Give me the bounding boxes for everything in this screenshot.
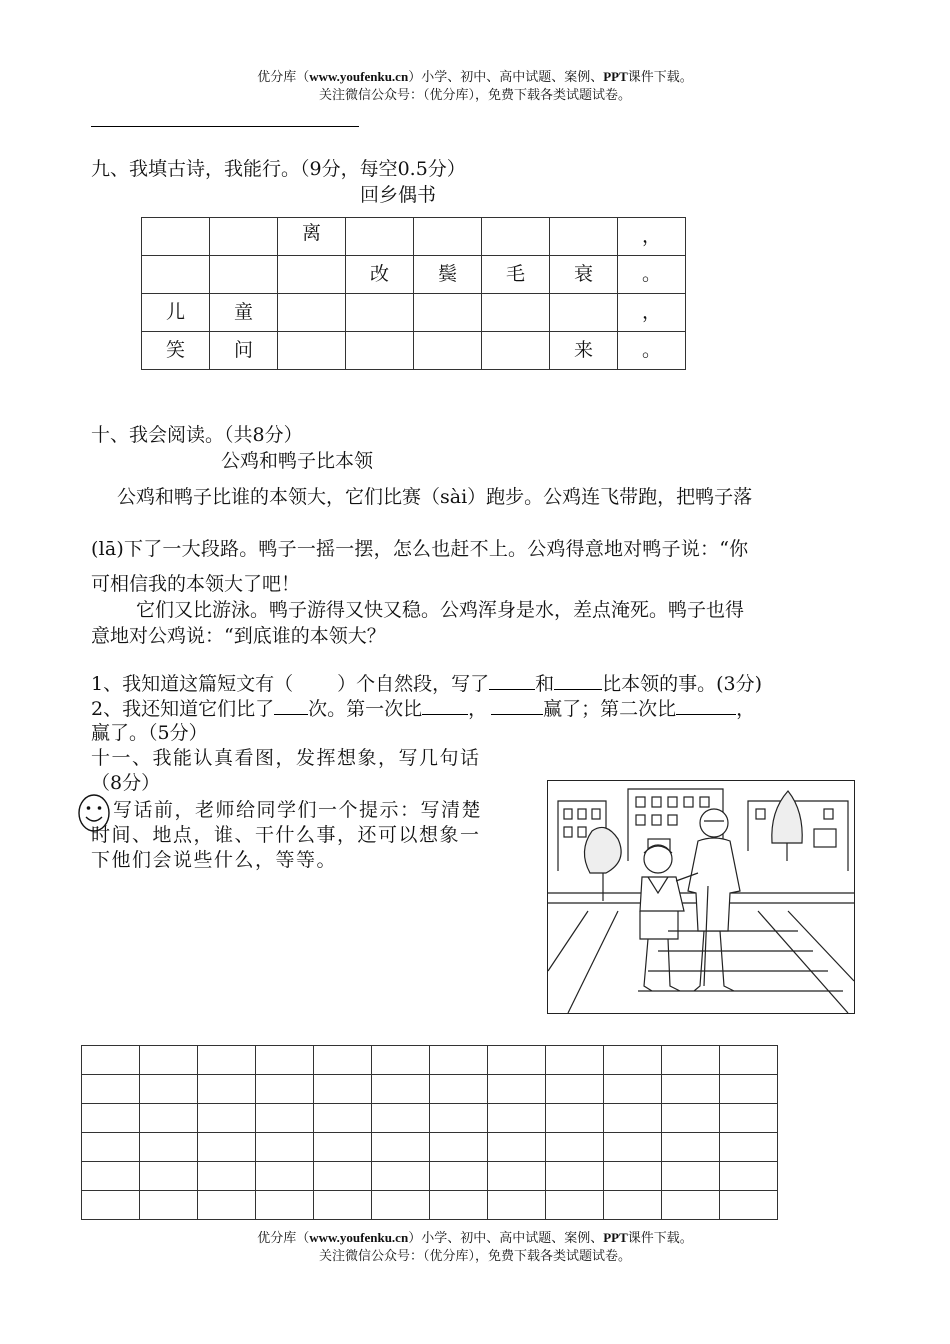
writing-grid-cell[interactable] [662,1075,720,1104]
poem-cell[interactable] [482,294,550,332]
section-10-heading: 十、我会阅读。（共8分） [91,424,303,446]
poem-cell[interactable] [550,294,618,332]
header-text: 优分库（ [257,69,310,84]
question-text: 赢了；第二次比 [543,698,677,720]
writing-grid-cell[interactable] [198,1191,256,1220]
writing-grid-cell[interactable] [720,1191,778,1220]
poem-cell[interactable] [278,294,346,332]
question-text: 次。第一次比 [308,698,423,720]
question-text: 2、我还知道它们比了 [91,698,275,720]
writing-grid-cell[interactable] [546,1162,604,1191]
writing-grid-cell[interactable] [546,1104,604,1133]
poem-cell[interactable] [550,218,618,256]
writing-grid-cell[interactable] [604,1104,662,1133]
writing-grid-cell[interactable] [314,1162,372,1191]
story-title: 公鸡和鸭子比本领 [221,450,374,472]
header-url: www.youfenku.cn [309,69,409,84]
writing-grid-cell[interactable] [546,1133,604,1162]
writing-grid-row [82,1104,778,1133]
story-para-1-line-3: 可相信我的本领大了吧！ [91,573,301,595]
writing-grid-cell[interactable] [256,1046,314,1075]
header-rule [91,126,359,127]
writing-grid-cell[interactable] [720,1075,778,1104]
poem-cell[interactable] [414,218,482,256]
writing-grid-cell[interactable] [372,1133,430,1162]
writing-grid-cell[interactable] [430,1104,488,1133]
question-text: 1、我知道这篇短文有（ [91,673,294,695]
writing-grid-cell[interactable] [82,1104,140,1133]
writing-grid-cell[interactable] [82,1075,140,1104]
writing-grid-cell[interactable] [256,1075,314,1104]
writing-grid-cell[interactable] [140,1075,198,1104]
poem-cell[interactable] [482,332,550,370]
question-1 [91,671,762,697]
poem-cell: 。 [618,256,686,294]
poem-cell[interactable] [210,218,278,256]
writing-grid-cell[interactable] [140,1191,198,1220]
writing-grid-cell[interactable] [140,1162,198,1191]
poem-cell[interactable] [142,218,210,256]
poem-cell: 衰 [550,256,618,294]
answer-blank[interactable] [422,696,468,715]
footer-line-1 [0,1229,950,1246]
footer-text: ）小学、初中、高中试题、案例、 [408,1230,604,1245]
answer-blank[interactable] [489,671,535,690]
writing-grid-cell[interactable] [198,1075,256,1104]
writing-grid-cell[interactable] [662,1162,720,1191]
question-2 [91,696,755,722]
footer-url: www.youfenku.cn [309,1230,409,1245]
writing-grid-cell[interactable] [720,1133,778,1162]
writing-grid-cell[interactable] [198,1133,256,1162]
writing-grid-cell[interactable] [546,1191,604,1220]
writing-grid-cell[interactable] [82,1133,140,1162]
poem-cell[interactable] [346,332,414,370]
poem-cell[interactable] [210,256,278,294]
writing-grid-cell[interactable] [720,1046,778,1075]
writing-grid-cell[interactable] [488,1075,546,1104]
writing-grid-cell[interactable] [82,1191,140,1220]
poem-cell[interactable] [346,218,414,256]
writing-grid-cell[interactable] [604,1046,662,1075]
illustration-drawing [548,781,854,1013]
writing-grid-cell[interactable] [720,1104,778,1133]
poem-cell[interactable] [414,332,482,370]
section-11-heading-line-2: （8分） [91,772,161,794]
hint-line-2: 时间、地点，谁、干什么事，还可以想象一 [91,824,481,846]
writing-grid-cell[interactable] [488,1104,546,1133]
writing-grid-cell[interactable] [430,1075,488,1104]
writing-grid-cell[interactable] [256,1191,314,1220]
writing-grid-row [82,1046,778,1075]
poem-cell: 毛 [482,256,550,294]
header-text: 课件下载。 [627,69,693,84]
question-2-line-2: 赢了。（5分） [91,722,208,744]
poem-cell: 来 [550,332,618,370]
writing-grid-cell[interactable] [662,1133,720,1162]
writing-grid-cell[interactable] [372,1046,430,1075]
writing-grid-cell[interactable] [314,1191,372,1220]
poem-row [142,332,686,370]
poem-cell: 改 [346,256,414,294]
story-para-1-line-2: (lā)下了一大段路。鸭子一摇一摆，怎么也赶不上。公鸡得意地对鸭子说：“你 [91,538,749,560]
writing-grid-cell[interactable] [604,1075,662,1104]
poem-cell: 笑 [142,332,210,370]
writing-grid-row [82,1191,778,1220]
section-9-heading: 九、我填古诗，我能行。（9分，每空0.5分） [91,158,466,180]
question-text: 和 [535,673,555,695]
story-para-2-line-2: 意地对公鸡说：“到底谁的本领大？ [91,625,386,647]
poem-cell: ， [618,218,686,256]
section-11-heading: 十一、我能认真看图，发挥想象，写几句话 [91,747,481,769]
poem-cell: 。 [618,332,686,370]
poem-cell[interactable] [142,256,210,294]
poem-row [142,256,686,294]
poem-cell[interactable] [414,294,482,332]
writing-grid-cell[interactable] [430,1191,488,1220]
writing-grid-cell[interactable] [720,1162,778,1191]
story-para-1-line-1: 公鸡和鸭子比谁的本领大，它们比赛（sài）跑步。公鸡连飞带跑，把鸭子落 [117,486,753,508]
poem-cell[interactable] [482,218,550,256]
writing-grid-row [82,1075,778,1104]
writing-grid-cell[interactable] [662,1191,720,1220]
writing-grid-cell[interactable] [488,1133,546,1162]
poem-cell: 问 [210,332,278,370]
poem-cell[interactable] [278,256,346,294]
writing-grid-cell[interactable] [82,1162,140,1191]
writing-grid-row [82,1133,778,1162]
writing-grid-cell[interactable] [140,1133,198,1162]
writing-grid-row [82,1162,778,1191]
writing-grid-cell[interactable] [314,1075,372,1104]
poem-cell: 童 [210,294,278,332]
writing-grid-cell[interactable] [488,1162,546,1191]
writing-grid-cell[interactable] [488,1191,546,1220]
poem-cell[interactable] [278,332,346,370]
boy-helping-blind-man-illustration [547,780,855,1014]
writing-grid-cell[interactable] [314,1104,372,1133]
hint-line-1: 写话前，老师给同学们一个提示：写清楚 [113,799,483,821]
answer-blank[interactable] [274,696,308,715]
header-text: ）小学、初中、高中试题、案例、 [408,69,604,84]
poem-cell: ， [618,294,686,332]
writing-grid-cell[interactable] [488,1046,546,1075]
writing-grid-cell[interactable] [256,1133,314,1162]
poem-cell: 儿 [142,294,210,332]
question-text: 比本领的事。(3分) [602,673,763,695]
question-text: ， [468,698,488,720]
writing-grid-cell[interactable] [546,1075,604,1104]
writing-grid-cell[interactable] [372,1075,430,1104]
poem-row [142,294,686,332]
poem-title: 回乡偶书 [360,184,437,206]
writing-grid-cell[interactable] [430,1046,488,1075]
writing-grid-cell[interactable] [372,1162,430,1191]
writing-grid-cell[interactable] [662,1104,720,1133]
writing-grid-cell[interactable] [372,1104,430,1133]
writing-grid [81,1045,778,1220]
writing-grid-cell[interactable] [198,1104,256,1133]
header-line-1 [0,68,950,85]
writing-grid-cell[interactable] [198,1162,256,1191]
poem-cell: 离 [278,218,346,256]
poem-cell: 鬓 [414,256,482,294]
writing-grid-cell[interactable] [140,1104,198,1133]
writing-grid-cell[interactable] [82,1046,140,1075]
footer-ppt: PPT [603,1230,628,1245]
answer-blank[interactable] [554,671,602,690]
writing-grid-cell[interactable] [372,1191,430,1220]
answer-blank[interactable] [491,696,543,715]
writing-grid-cell[interactable] [256,1104,314,1133]
writing-grid-cell[interactable] [604,1191,662,1220]
story-para-2-line-1: 它们又比游泳。鸭子游得又快又稳。公鸡浑身是水，差点淹死。鸭子也得 [136,599,745,621]
poem-cell[interactable] [346,294,414,332]
answer-blank[interactable] [676,696,736,715]
poem-row [142,218,686,256]
question-text: ， [736,698,756,720]
writing-grid-cell[interactable] [256,1162,314,1191]
writing-grid-cell[interactable] [604,1133,662,1162]
footer-text: 优分库（ [257,1230,310,1245]
question-text: ）个自然段，写了 [337,673,490,695]
footer-text: 课件下载。 [627,1230,693,1245]
writing-grid-cell[interactable] [546,1046,604,1075]
header-line-2: 关注微信公众号：（优分库），免费下载各类试题试卷。 [318,87,631,102]
hint-line-3: 下他们会说些什么，等等。 [91,849,338,871]
writing-grid-cell[interactable] [314,1133,372,1162]
writing-grid-cell[interactable] [430,1133,488,1162]
writing-grid-cell[interactable] [198,1046,256,1075]
writing-grid-cell[interactable] [430,1162,488,1191]
header-ppt: PPT [603,69,628,84]
writing-grid-cell[interactable] [662,1046,720,1075]
poem-table [141,217,686,370]
writing-grid-cell[interactable] [314,1046,372,1075]
footer-line-2: 关注微信公众号：（优分库），免费下载各类试题试卷。 [318,1248,631,1263]
writing-grid-cell[interactable] [604,1162,662,1191]
writing-grid-cell[interactable] [140,1046,198,1075]
